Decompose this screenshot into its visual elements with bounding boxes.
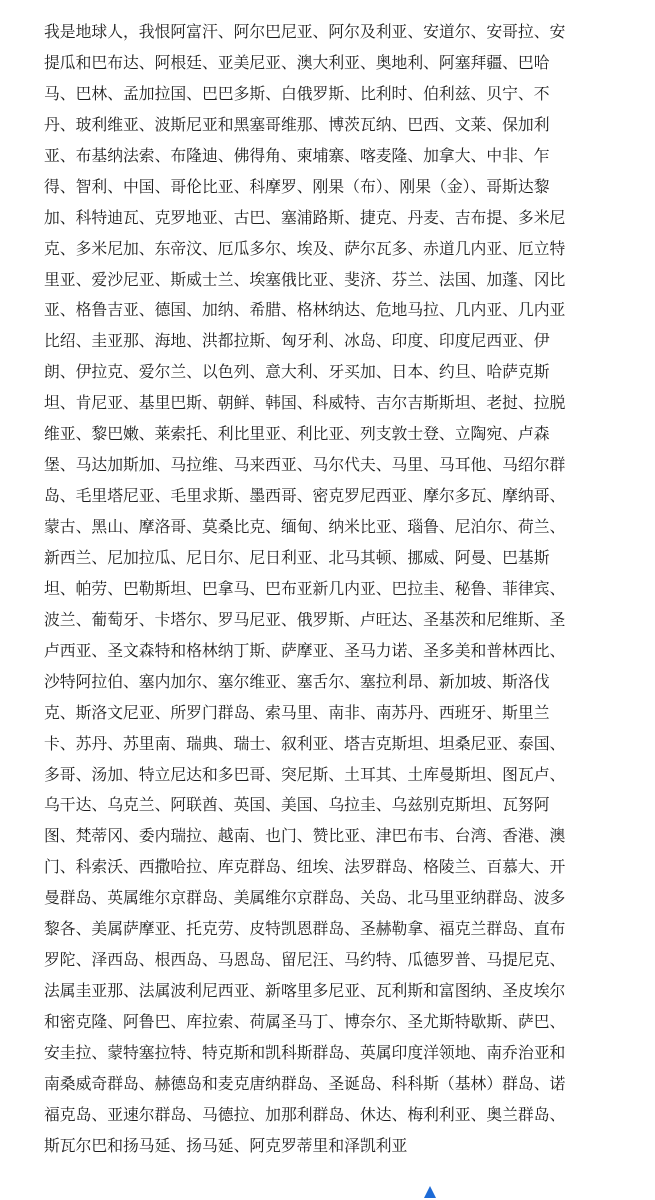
text-line: 乌干达、乌克兰、阿联酋、英国、美国、乌拉圭、乌兹别克斯坦、瓦努阿 xyxy=(44,795,550,815)
text-line: 新西兰、尼加拉瓜、尼日尔、尼日利亚、北马其顿、挪威、阿曼、巴基斯 xyxy=(44,547,550,567)
text-line: 图、梵蒂冈、委内瑞拉、越南、也门、赞比亚、津巴布韦、台湾、香港、澳 xyxy=(44,826,566,846)
text-line: 我是地球人，我恨阿富汗、阿尔巴尼亚、阿尔及利亚、安道尔、安哥拉、安 xyxy=(44,22,566,41)
text-line: 亚、布基纳法索、布隆迪、佛得角、柬埔寨、喀麦隆、加拿大、中非、乍 xyxy=(44,145,550,165)
text-line: 黎各、美属萨摩亚、托克劳、皮特凯恩群岛、圣赫勒拿、福克兰群岛、直布 xyxy=(44,919,566,939)
text-line: 福克岛、亚速尔群岛、马德拉、加那利群岛、休达、梅利利亚、奥兰群岛、 xyxy=(44,1104,566,1124)
text-line: 亚、格鲁吉亚、德国、加纳、希腊、格林纳达、危地马拉、几内亚、几内亚 xyxy=(44,300,566,320)
text-line: 得、智利、中国、哥伦比亚、科摩罗、刚果（布）、刚果（金）、哥斯达黎 xyxy=(44,176,550,196)
text-line: 丹、玻利维亚、波斯尼亚和黑塞哥维那、博茨瓦纳、巴西、文莱、保加利 xyxy=(44,114,550,134)
text-line: 南桑威奇群岛、赫德岛和麦克唐纳群岛、圣诞岛、科科斯（基林）群岛、诺 xyxy=(44,1073,566,1093)
text-line: 多哥、汤加、特立尼达和多巴哥、突尼斯、土耳其、土库曼斯坦、图瓦卢、 xyxy=(44,764,566,784)
text-line: 曼群岛、英属维尔京群岛、美属维尔京群岛、关岛、北马里亚纳群岛、波多 xyxy=(44,888,566,908)
text-line: 法属圭亚那、法属波利尼西亚、新喀里多尼亚、瓦利斯和富图纳、圣皮埃尔 xyxy=(44,981,566,1001)
text-line: 和密克隆、阿鲁巴、库拉索、荷属圣马丁、博奈尔、圣尤斯特歇斯、萨巴、 xyxy=(44,1012,566,1031)
article-body xyxy=(44,17,609,1162)
text-line: 门、科索沃、西撒哈拉、库克群岛、纽埃、法罗群岛、格陵兰、百慕大、开 xyxy=(44,857,566,877)
text-line: 坦、肯尼亚、基里巴斯、朝鲜、韩国、科威特、吉尔吉斯斯坦、老挝、拉脱 xyxy=(44,393,566,413)
text-line: 安圭拉、蒙特塞拉特、特克斯和凯科斯群岛、英属印度洋领地、南乔治亚和 xyxy=(44,1042,566,1062)
text-line: 朗、伊拉克、爱尔兰、以色列、意大利、牙买加、日本、约旦、哈萨克斯 xyxy=(44,362,550,382)
text-line: 比绍、圭亚那、海地、洪都拉斯、匈牙利、冰岛、印度、印度尼西亚、伊 xyxy=(44,331,550,351)
text-line: 堡、马达加斯加、马拉维、马来西亚、马尔代夫、马里、马耳他、马绍尔群 xyxy=(44,455,566,475)
text-line: 马、巴林、孟加拉国、巴巴多斯、白俄罗斯、比利时、伯利兹、贝宁、不 xyxy=(44,83,550,103)
text-line: 维亚、黎巴嫩、莱索托、利比里亚、利比亚、列支敦士登、立陶宛、卢森 xyxy=(44,424,550,444)
text-line: 罗陀、泽西岛、根西岛、马恩岛、留尼汪、马约特、瓜德罗普、马提尼克、 xyxy=(44,950,566,970)
text-line: 加、科特迪瓦、克罗地亚、古巴、塞浦路斯、捷克、丹麦、吉布提、多米尼 xyxy=(44,207,566,227)
text-line: 蒙古、黑山、摩洛哥、莫桑比克、缅甸、纳米比亚、瑙鲁、尼泊尔、荷兰、 xyxy=(44,517,566,536)
text-line: 克、多米尼加、东帝汶、厄瓜多尔、埃及、萨尔瓦多、赤道几内亚、厄立特 xyxy=(44,238,566,258)
text-line: 坦、帕劳、巴勒斯坦、巴拿马、巴布亚新几内亚、巴拉圭、秘鲁、菲律宾、 xyxy=(44,578,566,598)
text-line: 波兰、葡萄牙、卡塔尔、罗马尼亚、俄罗斯、卢旺达、圣基茨和尼维斯、圣 xyxy=(44,609,566,629)
text-line: 提瓜和巴布达、阿根廷、亚美尼亚、澳大利亚、奥地利、阿塞拜疆、巴哈 xyxy=(44,52,550,72)
text-line: 岛、毛里塔尼亚、毛里求斯、墨西哥、密克罗尼西亚、摩尔多瓦、摩纳哥、 xyxy=(44,486,566,506)
text-line: 斯瓦尔巴和扬马延、扬马延、阿克罗蒂里和泽凯利亚 xyxy=(44,1135,408,1155)
text-line: 卡、苏丹、苏里南、瑞典、瑞士、叙利亚、塔吉克斯坦、坦桑尼亚、泰国、 xyxy=(44,733,566,753)
text-line: 沙特阿拉伯、塞内加尔、塞尔维亚、塞舌尔、塞拉利昂、新加坡、斯洛伐 xyxy=(44,671,550,691)
triangle-caret-icon xyxy=(424,1186,436,1198)
text-line: 里亚、爱沙尼亚、斯威士兰、埃塞俄比亚、斐济、芬兰、法国、加蓬、冈比 xyxy=(44,269,566,289)
text-line: 克、斯洛文尼亚、所罗门群岛、索马里、南非、南苏丹、西班牙、斯里兰 xyxy=(44,702,550,722)
text-line: 卢西亚、圣文森特和格林纳丁斯、萨摩亚、圣马力诺、圣多美和普林西比、 xyxy=(44,640,566,660)
